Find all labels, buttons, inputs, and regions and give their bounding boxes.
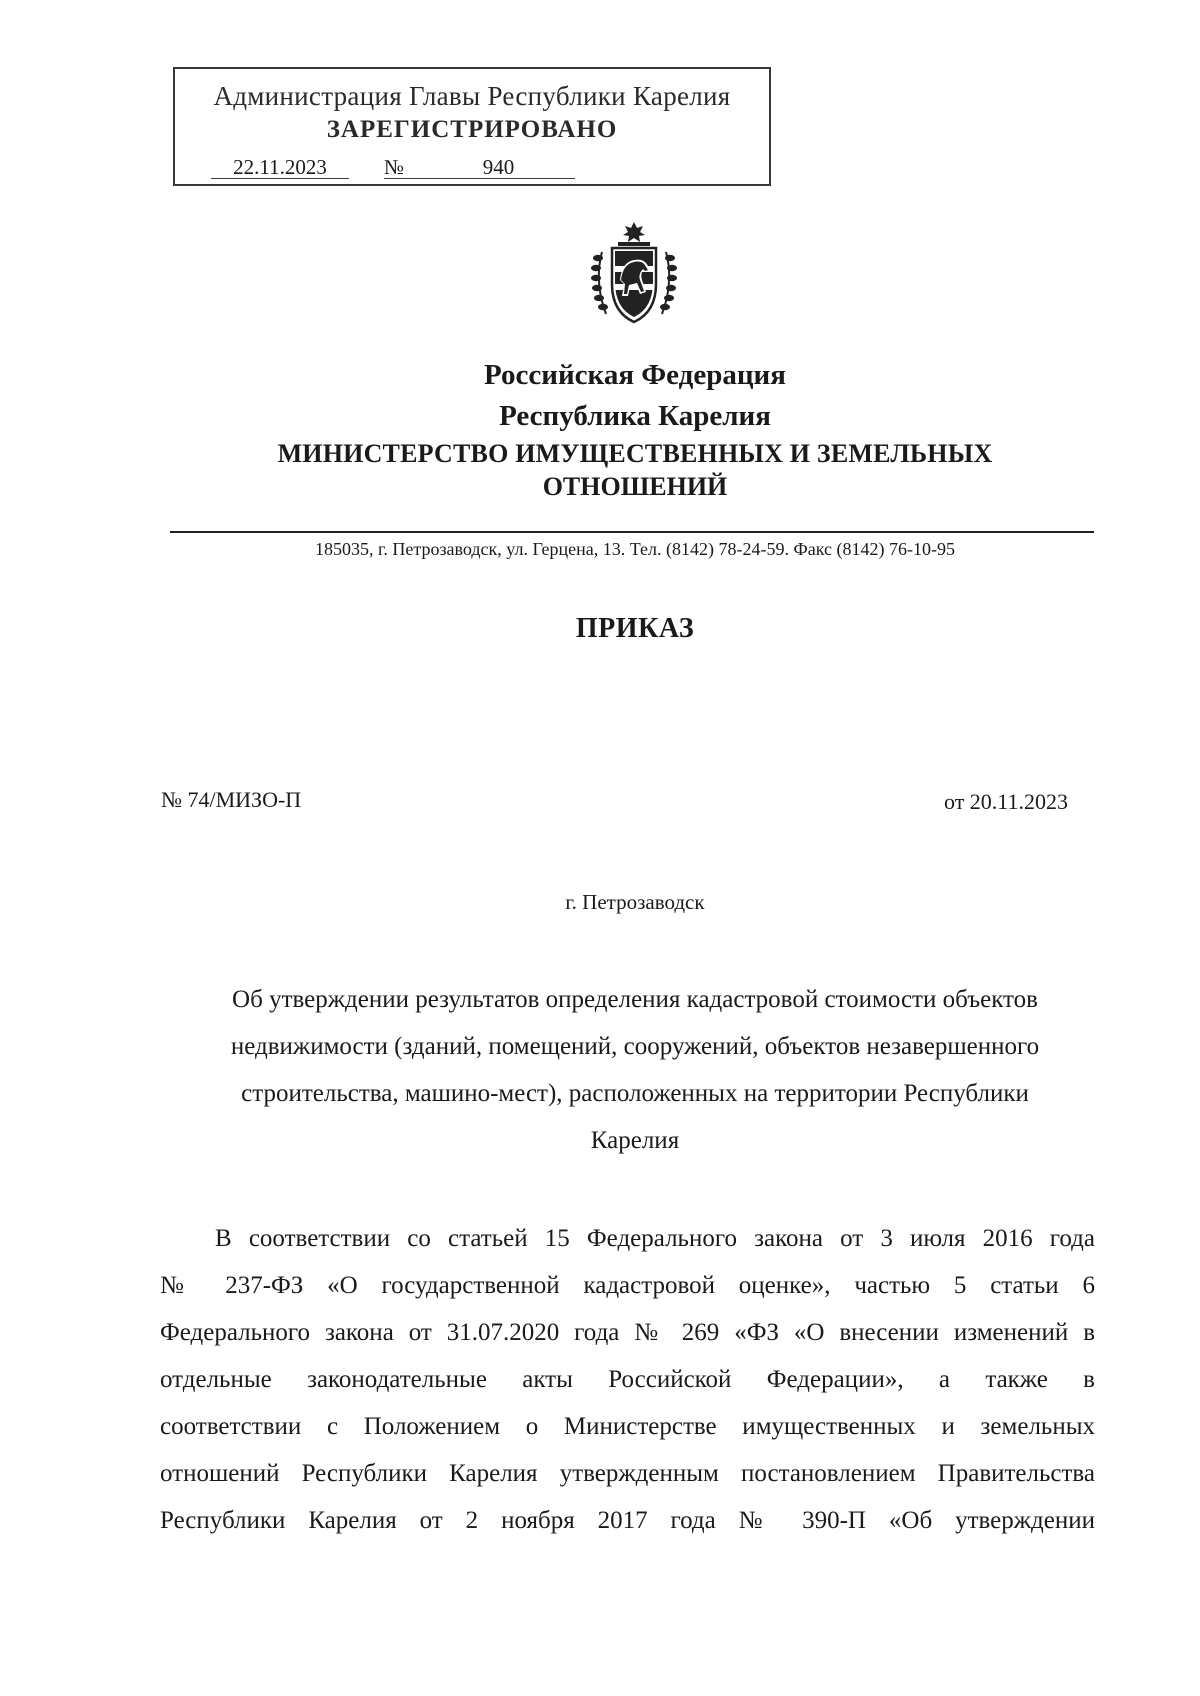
stamp-authority: Администрация Главы Республики Карелия bbox=[213, 81, 731, 111]
document-type-title: ПРИКАЗ bbox=[575, 613, 695, 644]
stamp-number: 940 bbox=[422, 156, 575, 179]
order-date: от 20.11.2023 bbox=[943, 789, 1068, 814]
subject-line: строительства, машино-мест), расположенных на территории Республики bbox=[241, 1080, 1029, 1107]
body-line: Федерального закона от 31.07.2020 года № 269 «ФЗ «О внесении изменений в bbox=[160, 1319, 1095, 1346]
ministry-address: 185035, г. Петрозаводск, ул. Герцена, 13. Тел. (8142) 78-24-59. Факс (8142) 76-10-95 bbox=[315, 539, 955, 559]
order-number: № 74/МИЗО-П bbox=[161, 787, 302, 812]
order-body bbox=[160, 1215, 1095, 1544]
stamp-registered-label: ЗАРЕГИСТРИРОВАНО bbox=[326, 116, 618, 143]
stamp-number-label: № bbox=[384, 156, 422, 179]
header-divider bbox=[170, 531, 1094, 533]
body-line: Республики Карелия от 2 ноября 2017 года № 390-П «Об утверждении bbox=[160, 1507, 1095, 1534]
registration-stamp bbox=[173, 67, 771, 186]
body-line: № 237-ФЗ «О государственной кадастровой оценке», частью 5 статьи 6 bbox=[160, 1272, 1095, 1299]
body-line: отдельные законодательные акты Российской Федерации», а также в bbox=[160, 1366, 1095, 1393]
order-subject bbox=[160, 976, 1110, 1164]
body-line: отношений Республики Карелия утвержденным постановлением Правительства bbox=[160, 1460, 1095, 1487]
subject-line: недвижимости (зданий, помещений, сооружений, объектов незавершенного bbox=[230, 1033, 1040, 1060]
subject-line: Карелия bbox=[590, 1127, 680, 1154]
karelia-coat-of-arms-icon bbox=[588, 222, 680, 328]
subject-line: Об утверждении результатов определения кадастровой стоимости объектов bbox=[232, 986, 1038, 1013]
stamp-date: 22.11.2023 bbox=[211, 156, 349, 179]
body-line: соответствии с Положением о Министерстве имущественных и земельных bbox=[160, 1413, 1095, 1440]
header-ministry-cont: ОТНОШЕНИЙ bbox=[542, 472, 728, 501]
header-republic: Республика Карелия bbox=[499, 400, 771, 432]
header-ministry: МИНИСТЕРСТВО ИМУЩЕСТВЕННЫХ И ЗЕМЕЛЬНЫХ bbox=[277, 439, 993, 468]
body-line: В соответствии со статьей 15 Федерального закона от 3 июля 2016 года bbox=[215, 1225, 1095, 1252]
header-country: Российская Федерация bbox=[484, 359, 786, 391]
issue-city: г. Петрозаводск bbox=[565, 890, 705, 914]
